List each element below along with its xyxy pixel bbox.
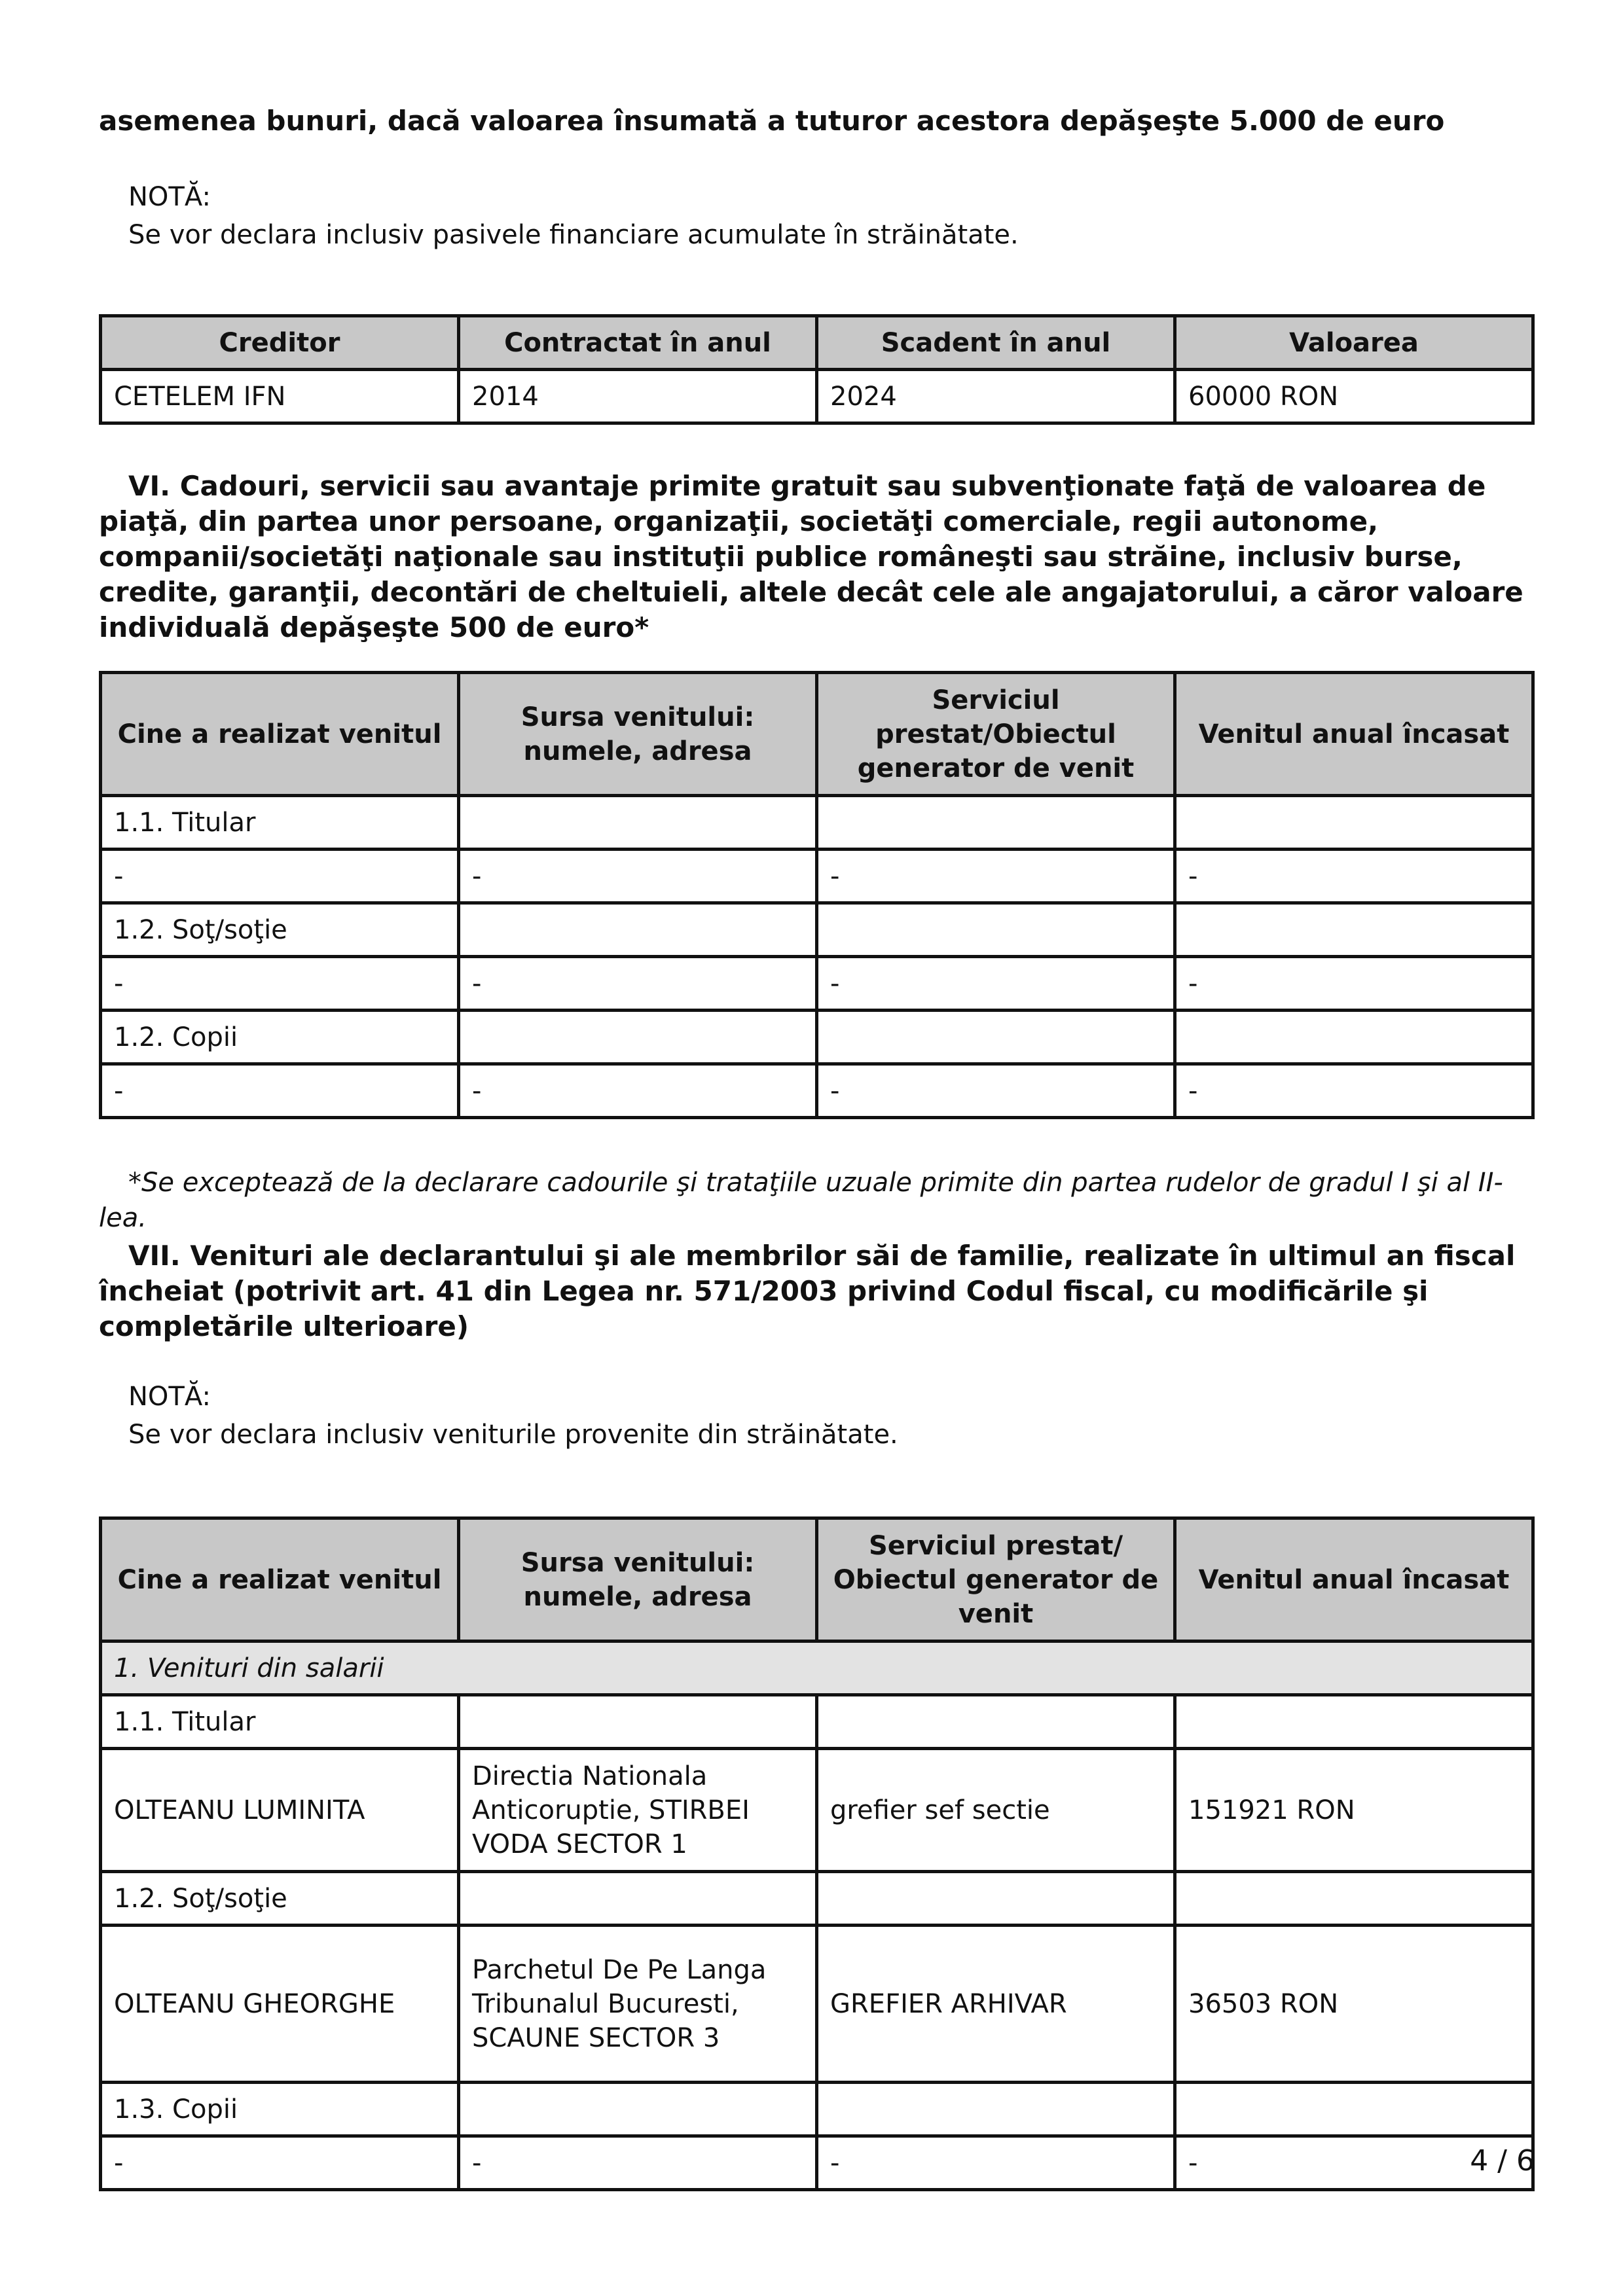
table-cell: - — [459, 1064, 817, 1118]
table-cell — [817, 903, 1175, 957]
note-title: NOTĂ: — [128, 182, 211, 212]
table-row — [101, 1011, 1533, 1064]
table-cell: 1.2. Soţ/soţie — [101, 1872, 459, 1926]
table-cell: - — [101, 1064, 459, 1118]
table-cell: - — [101, 2136, 459, 2190]
table-cell: - — [459, 850, 817, 903]
table-cell — [459, 1011, 817, 1064]
header-cell: Contractat în anul — [459, 316, 817, 370]
table-cell — [459, 903, 817, 957]
table-cell: CETELEM IFN — [101, 370, 459, 423]
table-cell: 36503 RON — [1175, 1926, 1533, 2083]
table-cell: 2024 — [817, 370, 1175, 423]
table-cell — [459, 796, 817, 850]
table-row — [101, 1695, 1533, 1749]
table-cell — [459, 1872, 817, 1926]
header-cell: Sursa venitului: numele, adresa — [459, 1518, 817, 1641]
table-row — [101, 1872, 1533, 1926]
table-cell — [1175, 1011, 1533, 1064]
header-cell: Cine a realizat venitul — [101, 1518, 459, 1641]
table-cell — [817, 796, 1175, 850]
table-cell — [817, 1872, 1175, 1926]
header-cell: Creditor — [101, 316, 459, 370]
table-header-row — [101, 316, 1533, 370]
header-cell: Sursa venitului: numele, adresa — [459, 673, 817, 796]
table-cell: grefier sef sectie — [817, 1749, 1175, 1872]
table-row — [101, 796, 1533, 850]
section6-footnote: *Se exceptează de la declarare cadourile şi trataţiile uzuale primite din partea rudelor de gradul I şi al II-lea. — [99, 1168, 1503, 1233]
header-cell: Serviciul prestat/Obiectul generator de venit — [817, 673, 1175, 796]
header-cell: Scadent în anul — [817, 316, 1175, 370]
page-number: 4 / 6 — [1470, 2144, 1535, 2178]
table-row — [101, 2136, 1533, 2190]
table-cell: 1.1. Titular — [101, 796, 459, 850]
table-cell: Directia Nationala Anticoruptie, STIRBEI VODA SECTOR 1 — [459, 1749, 817, 1872]
table-cell — [459, 2083, 817, 2136]
table-cell: - — [1175, 850, 1533, 903]
table-cell — [1175, 903, 1533, 957]
header-cell: Venitul anual încasat — [1175, 1518, 1533, 1641]
table-cell: - — [101, 850, 459, 903]
note-text: Se vor declara inclusiv veniturile provenite din străinătate. — [128, 1420, 898, 1450]
section6-heading: VI. Cadouri, servicii sau avantaje primite gratuit sau subvenţionate faţă de valoarea de piaţă, din partea unor persoane, organizaţii, societăţi comerciale, regii autonome, companii/societăţi naţionale sau instituţii publice româneşti sau străine, inclusiv burse, credite, garanţii, decontări de cheltuieli, altele decât cele ale angajatorului, a căror valoare individuală depăşeşte 500 de euro* — [99, 470, 1523, 643]
income-table — [99, 1516, 1535, 2191]
gifts-table — [99, 671, 1535, 1119]
table-cell: - — [459, 2136, 817, 2190]
table-cell: OLTEANU LUMINITA — [101, 1749, 459, 1872]
table-cell — [459, 1695, 817, 1749]
table-cell: - — [817, 957, 1175, 1011]
table-cell: - — [1175, 2136, 1533, 2190]
table-cell — [817, 1011, 1175, 1064]
table-row — [101, 1064, 1533, 1118]
header-cell: Serviciul prestat/ Obiectul generator de venit — [817, 1518, 1175, 1641]
section-row — [101, 1641, 1533, 1695]
table-cell: 1.2. Copii — [101, 1011, 459, 1064]
table-cell: - — [1175, 1064, 1533, 1118]
table-cell: - — [817, 1064, 1175, 1118]
table-cell — [1175, 2083, 1533, 2136]
table-row — [101, 370, 1533, 423]
header-cell: Venitul anual încasat — [1175, 673, 1533, 796]
header-cell: Cine a realizat venitul — [101, 673, 459, 796]
table-cell: 60000 RON — [1175, 370, 1533, 423]
table-cell: 1.1. Titular — [101, 1695, 459, 1749]
table-cell: - — [459, 957, 817, 1011]
table-cell: 2014 — [459, 370, 817, 423]
table-cell: - — [817, 850, 1175, 903]
header-cell: Valoarea — [1175, 316, 1533, 370]
table-cell: Parchetul De Pe Langa Tribunalul Bucuresti, SCAUNE SECTOR 3 — [459, 1926, 817, 2083]
note-title: NOTĂ: — [128, 1382, 211, 1412]
note-text: Se vor declara inclusiv pasivele financiare acumulate în străinătate. — [128, 220, 1019, 250]
table-cell: 151921 RON — [1175, 1749, 1533, 1872]
table-cell: - — [817, 2136, 1175, 2190]
table-row — [101, 903, 1533, 957]
intro-line: asemenea bunuri, dacă valoarea însumată a tuturor acestora depăşeşte 5.000 de euro — [99, 105, 1445, 137]
table-row — [101, 1926, 1533, 2083]
table-cell: 1.3. Copii — [101, 2083, 459, 2136]
table-row — [101, 2083, 1533, 2136]
table-cell — [1175, 1695, 1533, 1749]
table-cell — [1175, 1872, 1533, 1926]
section-row-label: 1. Venituri din salarii — [101, 1641, 1533, 1695]
table-cell: GREFIER ARHIVAR — [817, 1926, 1175, 2083]
table-row — [101, 957, 1533, 1011]
table-cell: 1.2. Soţ/soţie — [101, 903, 459, 957]
table-cell: - — [101, 957, 459, 1011]
table-header-row — [101, 1518, 1533, 1641]
table-cell: OLTEANU GHEORGHE — [101, 1926, 459, 2083]
table-row — [101, 1749, 1533, 1872]
table-row — [101, 850, 1533, 903]
table-cell — [1175, 796, 1533, 850]
section7-heading: VII. Venituri ale declarantului şi ale membrilor săi de familie, realizate în ultimul an fiscal încheiat (potrivit art. 41 din Legea nr. 571/2003 privind Codul fiscal, cu modificările şi completările ulterioare) — [99, 1240, 1516, 1342]
table-header-row — [101, 673, 1533, 796]
debts-table — [99, 314, 1535, 425]
table-cell: - — [1175, 957, 1533, 1011]
table-cell — [817, 2083, 1175, 2136]
table-cell — [817, 1695, 1175, 1749]
